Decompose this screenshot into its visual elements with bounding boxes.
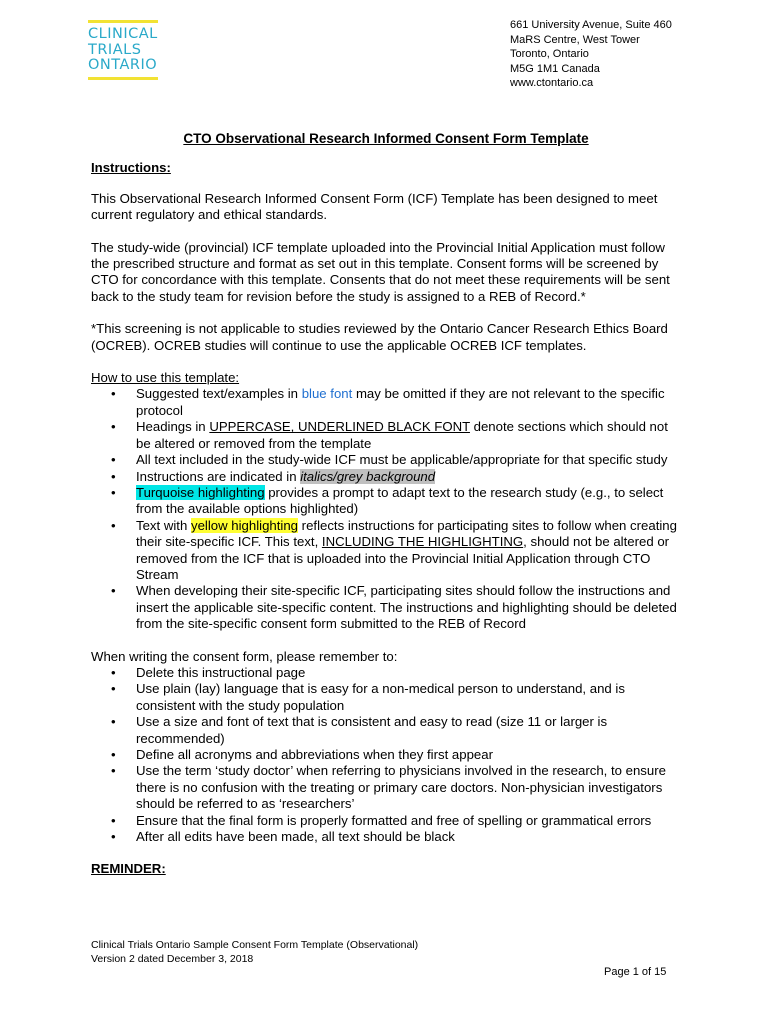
bullet-icon: • [111, 747, 116, 762]
reminder-heading: REMINDER: [91, 861, 166, 877]
yellow-highlight-sample: yellow highlighting [190, 517, 299, 533]
list-item: • All text included in the study-wide ICF must be applicable/appropriate for that specific study [111, 452, 668, 468]
screening-paragraph: The study-wide (provincial) ICF template uploaded into the Provincial Initial Application must follow the prescribed structure and format as set out in this template. Consent forms will be screened by CTO for concordance with this template. Consents that do not meet these requirements will be sent back to the study team for revision before the study is assigned to a REB of Record.* [91, 239, 670, 304]
turquoise-highlight-sample: Turquoise highlighting [136, 484, 265, 500]
bullet-icon: • [111, 583, 116, 599]
how-to-list [91, 386, 681, 632]
list-item: • Headings in UPPERCASE, UNDERLINED BLACK FONT denote sections which should not be altered or removed from the template [111, 419, 668, 451]
list-item: • Instructions are indicated in italics/grey background [111, 468, 436, 484]
address-line: Toronto, Ontario [510, 48, 589, 60]
bullet-icon: • [111, 484, 116, 500]
page-number: Page 1 of 15 [604, 966, 667, 978]
instructions-heading: Instructions: [91, 160, 171, 176]
uppercase-underlined-sample: UPPERCASE, UNDERLINED BLACK FONT [209, 419, 470, 435]
writing-heading: When writing the consent form, please remember to: [91, 648, 398, 664]
address-line: M5G 1M1 Canada [510, 62, 600, 75]
list-item: • Ensure that the final form is properly formatted and free of spelling or grammatical errors [111, 812, 652, 828]
page-footer [91, 938, 418, 966]
document-title: CTO Observational Research Informed Consent Form Template [183, 131, 589, 146]
ocreb-note-paragraph: *This screening is not applicable to studies reviewed by the Ontario Cancer Research Ethics Board (OCREB). OCREB studies will continue to use the applicable OCREB ICF templates. [91, 321, 668, 353]
bullet-icon: • [111, 517, 116, 533]
writing-list [91, 665, 681, 845]
logo-line: TRIALS [88, 41, 142, 58]
intro-paragraph: This Observational Research Informed Consent Form (ICF) Template has been designed to meet current regulatory and ethical standards. [91, 190, 658, 223]
footer-version: Version 2 dated December 3, 2018 [91, 953, 254, 965]
list-item: • Text with yellow highlighting reflects instructions for participating sites to follow when creating their site-specific ICF. This text, INCLUDING THE HIGHLIGHTING, should not be altered or removed from the ICF that is uploaded into the Provincial Initial Application through CTO Stream [111, 517, 677, 582]
list-item: • Define all acronyms and abbreviations when they first appear [111, 747, 493, 762]
logo-bottom-bar [88, 77, 158, 80]
bullet-icon: • [111, 812, 116, 828]
bullet-icon: • [111, 386, 116, 402]
blue-font-sample: blue font [301, 386, 353, 402]
address-line: MaRS Centre, West Tower [510, 33, 640, 46]
clinical-trials-ontario-logo [88, 20, 160, 80]
logo-line: CLINICAL [88, 26, 158, 42]
document-body [91, 131, 681, 892]
list-item: • Use the term ‘study doctor’ when referring to physicians involved in the research, to ensure there is no confusion with the treating or primary care doctors. Non-physician investigators should be referred to as ‘researchers’ [111, 763, 666, 812]
list-item: • Delete this instructional page [111, 664, 306, 680]
logo-line: ONTARIO [88, 57, 158, 73]
address-website: www.ctontario.ca [510, 77, 594, 89]
list-item: • Turquoise highlighting provides a prompt to adapt text to the research study (e.g., to select from the available options highlighted) [111, 484, 664, 517]
list-item: • Suggested text/examples in blue font may be omitted if they are not relevant to the specific protocol [111, 386, 665, 418]
how-to-heading: How to use this template: [91, 370, 240, 386]
address-block [510, 18, 672, 91]
bullet-icon: • [111, 664, 116, 680]
including-highlighting-text: INCLUDING THE HIGHLIGHTING [321, 534, 524, 550]
bullet-icon: • [111, 419, 116, 435]
bullet-icon: • [111, 714, 116, 730]
list-item: • After all edits have been made, all text should be black [111, 829, 455, 845]
list-item: • Use a size and font of text that is consistent and easy to read (size 11 or larger is recommended) [111, 714, 608, 746]
bullet-icon: • [111, 763, 116, 779]
list-item: • When developing their site-specific ICF, participating sites should follow the instructions and insert the applicable site-specific content. The instructions and highlighting should be deleted from the site-specific consent form submitted to the REB of Record [111, 583, 677, 632]
bullet-icon: • [111, 829, 116, 845]
italic-grey-sample: italics/grey background [300, 468, 436, 484]
bullet-icon: • [111, 468, 116, 484]
list-item: • Use plain (lay) language that is easy for a non-medical person to understand, and is consistent with the study population [111, 681, 625, 713]
bullet-icon: • [111, 681, 116, 697]
footer-template-name: Clinical Trials Ontario Sample Consent Form Template (Observational) [91, 939, 419, 951]
address-line: 661 University Avenue, Suite 460 [510, 19, 672, 31]
bullet-icon: • [111, 452, 116, 468]
